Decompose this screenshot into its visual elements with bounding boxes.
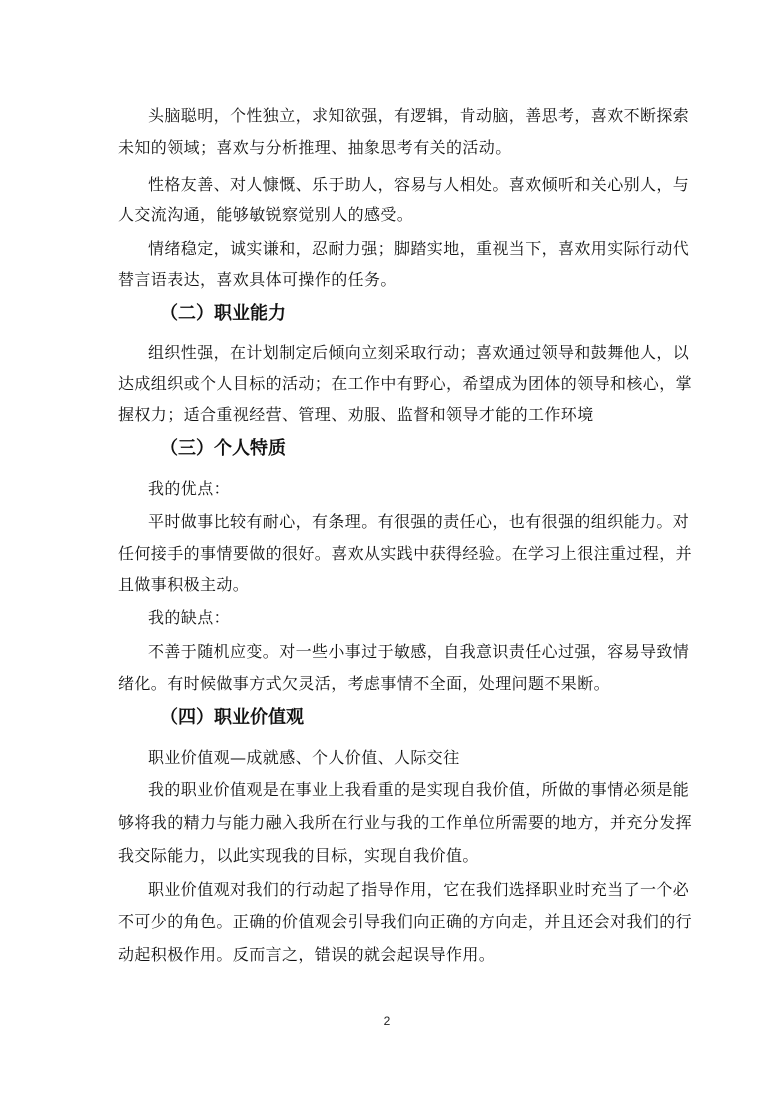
paragraph-guidance-line-2: 不可少的角色。正确的价值观会引导我们向正确的方向走，并且还会对我们的行 (118, 912, 693, 931)
paragraph-intellect-line-1: 头脑聪明，个性独立，求知欲强，有逻辑，肯动脑，善思考，喜欢不断探索 (148, 106, 690, 125)
paragraph-strengths-line-3: 且做事积极主动。 (118, 575, 250, 594)
paragraph-strengths-line-1: 平时做事比较有耐心，有条理。有很强的责任心，也有很强的组织能力。对 (148, 512, 690, 531)
paragraph-intellect-line-2: 未知的领域；喜欢与分析推理、抽象思考有关的活动。 (118, 138, 512, 157)
page-number: 2 (383, 1014, 391, 1028)
paragraph-weakness-line-1: 不善于随机应变。对一些小事过于敏感，自我意识责任心过强，容易导致情 (148, 642, 690, 661)
paragraph-strengths-line-2: 任何接手的事情要做的很好。喜欢从实践中获得经验。在学习上很注重过程，并 (118, 544, 693, 563)
heading-career-ability: （二）职业能力 (160, 303, 286, 324)
paragraph-guidance-line-1: 职业价值观对我们的行动起了指导作用，它在我们选择职业时充当了一个必 (148, 880, 690, 899)
paragraph-values-line-1: 我的职业价值观是在事业上我看重的是实现自我价值，所做的事情必须是能 (148, 780, 690, 799)
paragraph-weakness-line-2: 绪化。有时候做事方式欠灵活，考虑事情不全面，处理问题不果断。 (118, 674, 611, 693)
strengths-label: 我的优点： (148, 479, 231, 498)
paragraph-stable-line-1: 情绪稳定，诚实谦和，忍耐力强；脚踏实地，重视当下，喜欢用实际行动代 (148, 239, 690, 258)
paragraph-ability-line-1: 组织性强，在计划制定后倾向立刻采取行动；喜欢通过领导和鼓舞他人，以 (148, 343, 690, 362)
values-summary: 职业价值观—成就感、个人价值、人际交往 (148, 748, 460, 767)
paragraph-values-line-3: 我交际能力，以此实现我的目标，实现自我价值。 (118, 846, 479, 865)
paragraph-ability-line-3: 握权力；适合重视经营、管理、劝服、监督和领导才能的工作环境 (118, 405, 594, 424)
weakness-label: 我的缺点： (148, 608, 231, 627)
paragraph-values-line-2: 够将我的精力与能力融入我所在行业与我的工作单位所需要的地方，并充分发挥 (118, 813, 693, 832)
heading-career-values: （四）职业价值观 (160, 707, 304, 728)
paragraph-friendly-line-1: 性格友善、对人慷慨、乐于助人，容易与人相处。喜欢倾听和关心别人，与 (148, 175, 690, 194)
paragraph-stable-line-2: 替言语表达，喜欢具体可操作的任务。 (118, 270, 397, 289)
heading-personal-traits: （三）个人特质 (160, 438, 286, 459)
paragraph-ability-line-2: 达成组织或个人目标的活动；在工作中有野心，希望成为团体的领导和核心，掌 (118, 374, 693, 393)
paragraph-guidance-line-3: 动起积极作用。反而言之，错误的就会起误导作用。 (118, 945, 496, 964)
paragraph-friendly-line-2: 人交流沟通，能够敏锐察觉别人的感受。 (118, 205, 414, 224)
